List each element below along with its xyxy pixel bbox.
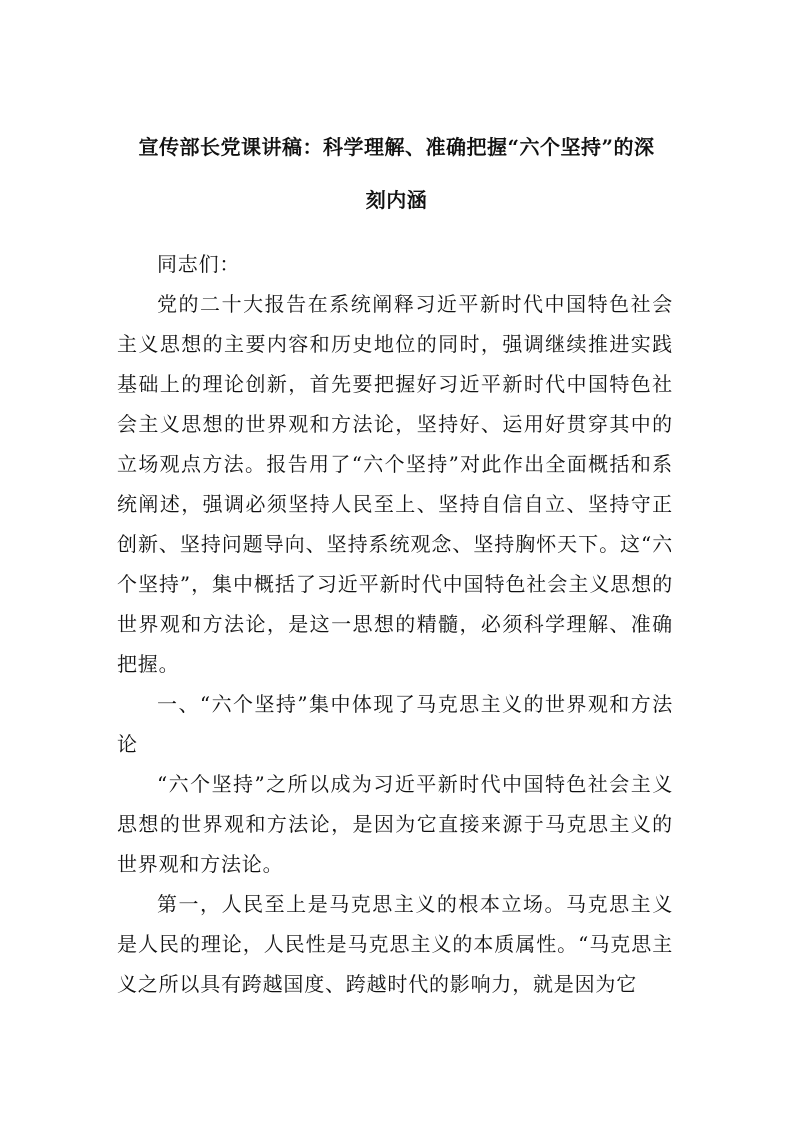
document-title-line-2: 刻内涵 xyxy=(365,188,428,212)
salutation-paragraph: 同志们： xyxy=(157,252,241,276)
intro-paragraph: 党的二十大报告在系统阐释习近平新时代中国特色社会主义思想的主要内容和历史地位的同时，强调继续推进实践基础上的理论创新，首先要把握好习近平新时代中国特色社会主义思想的世界观和方法论，坚持好、运用好贯穿其中的立场观点方法。报告用了“六个坚持”对此作出全面概括和系统阐述，强调必须坚持人民至上、坚持自信自立、坚持守正创新、坚持问题导向、坚持系统观念、坚持胸怀天下。这“六个坚持”，集中概括了习近平新时代中国特色社会主义思想的世界观和方法论，是这一思想的精髓，必须科学理解、准确把握。 xyxy=(117,292,673,676)
body-paragraph: 第一，人民至上是马克思主义的根本立场。马克思主义是人民的理论，人民性是马克思主义的本质属性。“马克思主义之所以具有跨越国度、跨越时代的影响力，就是因为它 xyxy=(117,892,673,996)
document-title-line-1: 宣传部长党课讲稿：科学理解、准确把握“六个坚持”的深 xyxy=(138,135,655,159)
document-body xyxy=(117,244,673,1004)
section-heading-1: 一、“六个坚持”集中体现了马克思主义的世界观和方法论 xyxy=(117,692,673,756)
body-paragraph: “六个坚持”之所以成为习近平新时代中国特色社会主义思想的世界观和方法论，是因为它直接来源于马克思主义的世界观和方法论。 xyxy=(117,772,673,876)
